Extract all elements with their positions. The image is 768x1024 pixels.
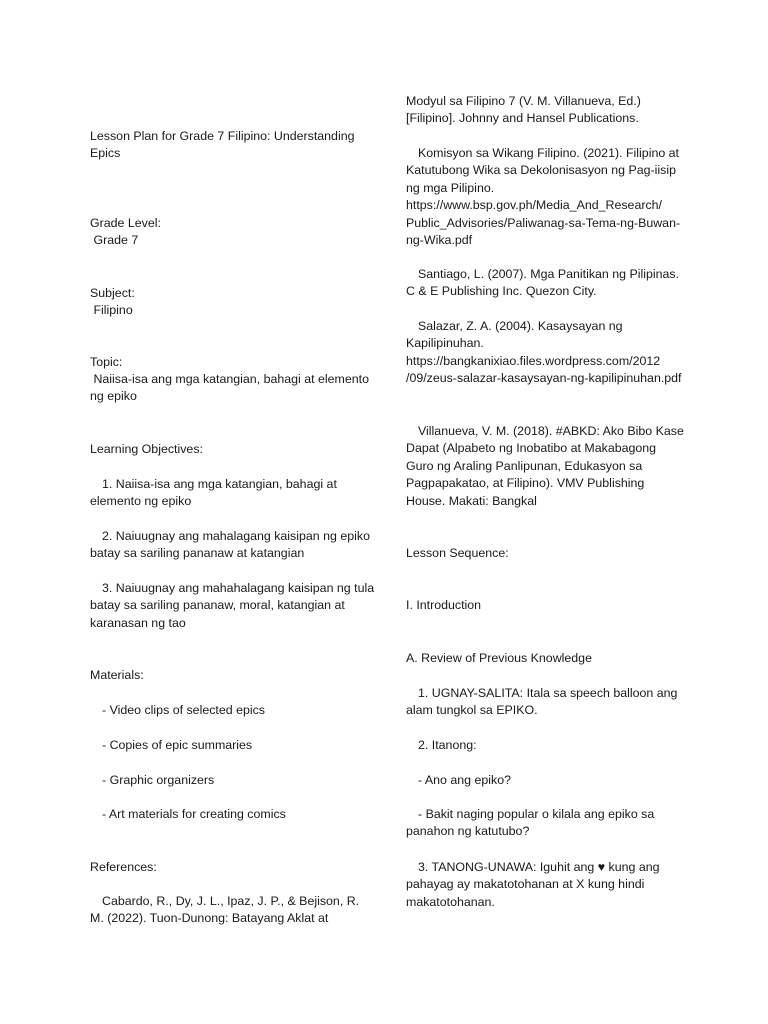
references-label: References: [90, 860, 157, 874]
material-item: - Graphic organizers [102, 773, 215, 787]
objective-item: 3. Naiuugnay ang mahahalagang kaisipan ng tula batay sa sariling pananaw, moral, katangian at karanasan ng tao [90, 581, 378, 630]
objective-item: 1. Naiisa-isa ang mga katangian, bahagi at elemento ng epiko [90, 477, 341, 509]
materials-label: Materials: [90, 668, 144, 682]
material-item: - Copies of epic summaries [102, 738, 253, 752]
objectives-label: Learning Objectives: [90, 442, 203, 456]
topic-label: Topic: [90, 355, 123, 369]
subject-value: Filipino [90, 303, 133, 317]
reference-item: Santiago, L. (2007). Mga Panitikan ng Pilipinas. C & E Publishing Inc. Quezon City. [406, 267, 683, 299]
question-item: - Ano ang epiko? [418, 773, 512, 787]
reference-item: Villanueva, V. M. (2018). #ABKD: Ako Bibo Kase Dapat (Alpabeto ng Inobatibo at Makabagong Guro ng Araling Panlipunan, Edukasyon sa Pagpapakatao, at Filipino). VMV Publishing House. Makati: Bangkal [406, 424, 688, 508]
grade-level-value: Grade 7 [90, 233, 139, 247]
question-item: - Bakit naging popular o kilala ang epiko sa panahon ng katutubo? [406, 807, 658, 839]
lesson-step: 2. Itanong: [418, 738, 477, 752]
reference-item: Komisyon sa Wikang Filipino. (2021). Filipino at Katutubong Wika sa Dekolonisasyon ng Pag-iisip ng mga Pilipino. https://www.bsp.gov.ph/Media_And_Research/ Public_Advisories/Paliwanag-sa-Tema-ng-Buwan-ng-Wika.pdf [406, 146, 683, 248]
reference-item: Cabardo, R., Dy, J. L., Ipaz, J. P., & Bejison, R. M. (2022). Tuon-Dunong: Batayang Aklat at [90, 894, 363, 926]
material-item: - Video clips of selected epics [102, 703, 266, 717]
subsection-heading: A. Review of Previous Knowledge [406, 651, 592, 665]
lesson-step: 1. UGNAY-SALITA: Itala sa speech balloon ang alam tungkol sa EPIKO. [406, 686, 681, 718]
lesson-sequence-label: Lesson Sequence: [406, 546, 509, 560]
objective-item: 2. Naiuugnay ang mahalagang kaisipan ng epiko batay sa sariling pananaw at katangian [90, 529, 374, 561]
reference-continued: Modyul sa Filipino 7 (V. M. Villanueva, Ed.) [Filipino]. Johnny and Hansel Publications. [406, 94, 645, 126]
section-heading: I. Introduction [406, 598, 482, 612]
reference-item: Salazar, Z. A. (2004). Kasaysayan ng Kapilipinuhan. https://bangkanixiao.files.wordpress.com/2012 /09/zeus-salazar-kasaysayan-ng-kapilipinuhan.pdf [406, 319, 682, 386]
subject-label: Subject: [90, 286, 135, 300]
grade-level-label: Grade Level: [90, 216, 161, 230]
material-item: - Art materials for creating comics [102, 807, 286, 821]
document-title: Lesson Plan for Grade 7 Filipino: Understanding Epics [90, 129, 358, 161]
lesson-step: 3. TANONG-UNAWA: Iguhit ang ♥ kung ang pahayag ay makatotohanan at X kung hindi makatotohanan. [406, 860, 663, 909]
topic-value: Naiisa-isa ang mga katangian, bahagi at elemento ng epiko [90, 372, 373, 404]
